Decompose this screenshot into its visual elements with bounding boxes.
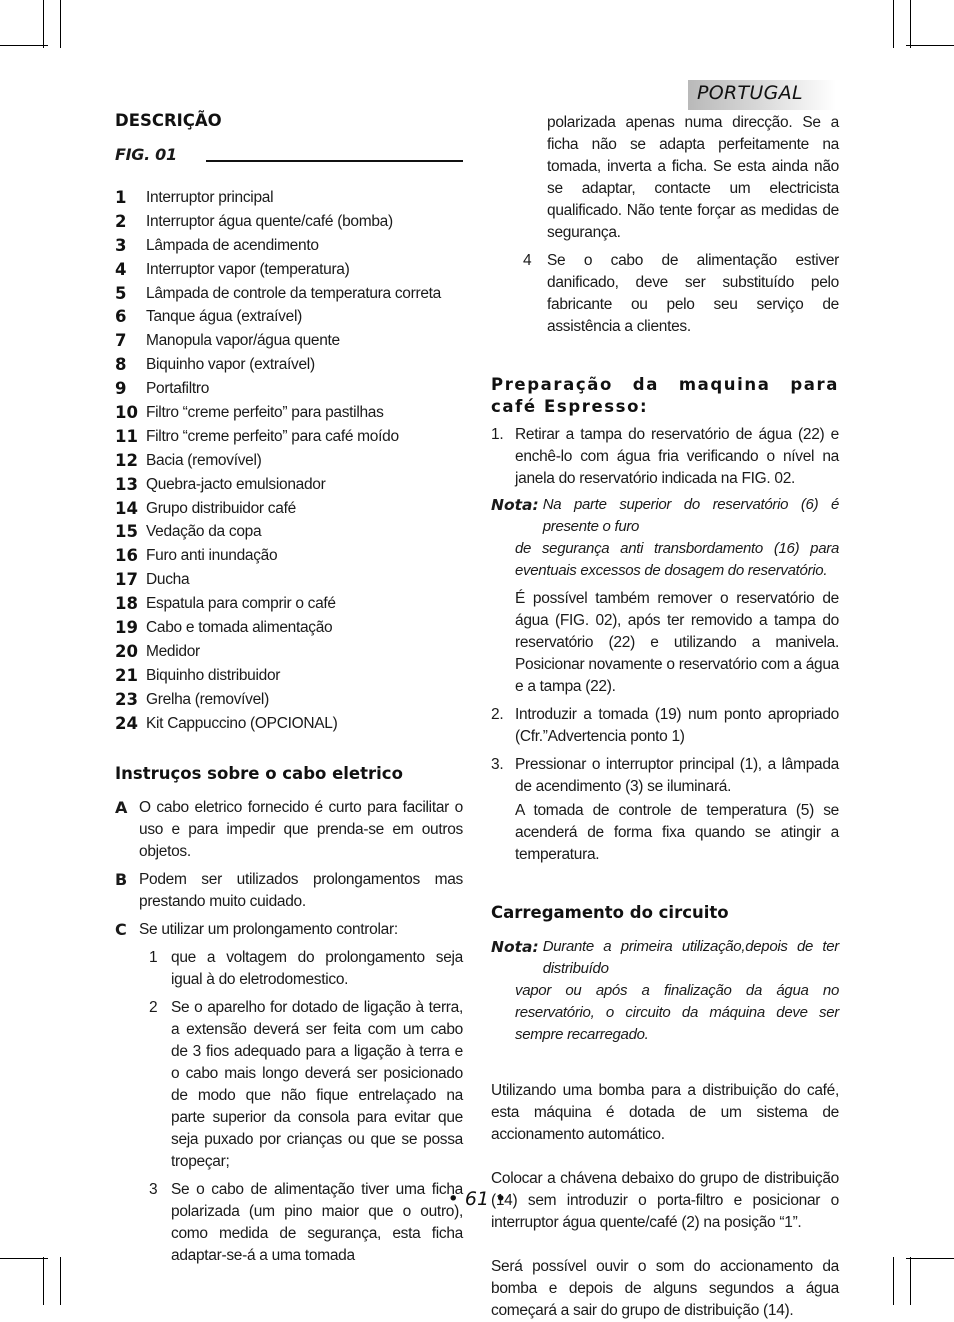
part-label: Biquinho distribuidor (146, 666, 281, 684)
part-item (115, 353, 463, 377)
list-item (491, 424, 839, 490)
part-number: 13 (115, 474, 138, 494)
left-column (115, 110, 463, 1273)
figure-label: FIG. 01 (115, 145, 177, 164)
note-text-continued: vapor ou após a finalização da água no reservatório, o circuito da máquina deve ser sempre recarregado. (515, 982, 839, 1043)
list-item (115, 869, 463, 913)
part-number: 17 (115, 570, 138, 590)
part-number: 16 (115, 546, 138, 566)
item-number: 3 (149, 1181, 158, 1199)
part-label: Tanque água (extraível) (146, 308, 302, 326)
part-number: 19 (115, 617, 138, 637)
list-item (115, 919, 463, 941)
item-text: Introduzir a tomada (19) num ponto apropriado (Cfr.”Advertencia ponto 1) (515, 706, 839, 745)
part-item (115, 401, 463, 425)
crop-mark (0, 45, 48, 46)
part-number: 1 (115, 187, 127, 207)
item-text: Pressionar o interruptor principal (1), a lâmpada de acendimento (3) se iluminará. (515, 756, 839, 795)
part-number: 12 (115, 450, 138, 470)
part-label: Manopula vapor/água quente (146, 332, 340, 350)
part-number: 4 (115, 259, 127, 279)
part-label: Ducha (146, 571, 190, 589)
crop-mark (60, 1257, 61, 1305)
page-number: • 61 • (447, 1188, 507, 1210)
part-number: 5 (115, 283, 127, 303)
item-text: Podem ser utilizados prolongamentos mas prestando muito cuidado. (139, 871, 463, 911)
part-number: 20 (115, 641, 138, 661)
country-label: PORTUGAL (697, 82, 803, 104)
part-item (115, 305, 463, 329)
paragraph: Será possível ouvir o som do accionamento da bomba e depois de alguns segundos a água começará a sair do grupo de distribuição (14). (491, 1258, 839, 1319)
note (491, 494, 839, 538)
note-text: Na parte superior do reservatório (6) é presente o furo (542, 496, 839, 535)
crop-mark (910, 0, 911, 48)
part-item (115, 234, 463, 258)
part-number: 15 (115, 522, 138, 542)
part-item (115, 377, 463, 401)
note-label: Nota: (491, 938, 539, 956)
part-item (115, 210, 463, 234)
part-number: 8 (115, 355, 127, 375)
part-item (115, 688, 463, 712)
part-number: 7 (115, 331, 127, 351)
extension-checklist (148, 947, 463, 1267)
list-item (523, 250, 839, 338)
part-number: 14 (115, 498, 138, 518)
part-label: Interruptor água quente/café (bomba) (146, 212, 393, 230)
part-label: Portafiltro (146, 380, 210, 398)
part-label: Grelha (removível) (146, 690, 269, 708)
note-text-continued: de segurança anti transbordamento (16) para eventuais excessos de dosagem do reservatório. (515, 540, 839, 579)
item-text: Se o aparelho for dotado de ligação à terra, a extensão deverá ser feita com um cabo de 3 fios adequado para a ligação à terra e o cabo mais longo deverá ser posicionado de modo que não fique entrelaçado na parte superior da consola para evitar que seja puxado por crianças ou que se possa tropeçar; (171, 999, 463, 1171)
circuit-heading: Carregamento do circuito (491, 903, 729, 922)
part-item (115, 186, 463, 210)
figure-rule (206, 160, 463, 162)
part-label: Vedação da copa (146, 523, 262, 541)
item-text: Se o cabo de alimentação tiver uma ficha polarizada (um pino maior que o outro), como medida de segurança, esta ficha adaptar-se-á a uma tomada (171, 1181, 463, 1265)
item-text: Retirar a tampa do reservatório de água (22) e enchê-lo com água fria verificando o nível na janela do reservatório indicada na FIG. 02. (515, 426, 839, 487)
part-label: Lâmpada de acendimento (146, 236, 319, 254)
part-label: Grupo distribuidor café (146, 499, 296, 517)
crop-mark (43, 1257, 44, 1305)
cable-heading: Instruços sobre o cabo eletrico (115, 764, 403, 784)
continued-text: polarizada apenas numa direcção. Se a ficha não se adapta perfeitamente na tomada, inverta a ficha. Se esta ainda não se adaptar, contacte um electricista qualificado. Não tente forçar as medidas de segurança. (547, 114, 839, 241)
part-number: 6 (115, 307, 127, 327)
part-item (115, 425, 463, 449)
part-number: 2 (115, 211, 127, 231)
cable-instructions (115, 797, 463, 941)
crop-mark (43, 0, 44, 48)
list-item (148, 947, 463, 991)
crop-mark (0, 1258, 48, 1259)
part-number: 21 (115, 665, 138, 685)
part-item (115, 568, 463, 592)
part-label: Lâmpada de controle da temperatura correta (146, 284, 442, 302)
crop-mark (910, 1257, 911, 1305)
note (491, 936, 839, 980)
item-letter: B (115, 870, 128, 890)
crop-mark (893, 0, 894, 48)
crop-mark (906, 45, 954, 46)
item-letter: C (115, 920, 127, 940)
part-item (115, 258, 463, 282)
crop-mark (60, 0, 61, 48)
part-item (115, 520, 463, 544)
right-column (491, 112, 839, 1322)
list-item (491, 704, 839, 748)
preparation-steps (491, 704, 839, 798)
item-letter: A (115, 798, 128, 818)
item-number: 2 (149, 999, 158, 1017)
note-label: Nota: (491, 496, 539, 514)
part-number: 10 (115, 402, 138, 422)
part-label: Kit Cappuccino (OPCIONAL) (146, 714, 338, 732)
list-item (148, 997, 463, 1173)
part-label: Filtro “creme perfeito” para café moído (146, 427, 399, 445)
part-label: Medidor (146, 642, 200, 660)
part-number: 9 (115, 379, 127, 399)
part-label: Filtro “creme perfeito” para pastilhas (146, 403, 384, 421)
part-number: 23 (115, 689, 138, 709)
part-label: Quebra-jacto emulsionador (146, 475, 326, 493)
part-label: Biquinho vapor (extraível) (146, 356, 315, 374)
list-item (115, 797, 463, 863)
item-text: que a voltagem do prolongamento seja igual à do eletrodomestico. (171, 949, 463, 989)
part-item (115, 497, 463, 521)
part-number: 3 (115, 235, 127, 255)
crop-mark (906, 1258, 954, 1259)
item-number: 1. (491, 426, 504, 443)
part-label: Interruptor principal (146, 188, 274, 206)
part-number: 11 (115, 426, 138, 446)
paragraph: Colocar a chávena debaixo do grupo de distribuição (14) sem introduzir o porta-filtro e posicionar o interruptor água quente/café (2) na posição “1”. (491, 1170, 839, 1231)
item-number: 4 (523, 252, 532, 269)
part-label: Furo anti inundação (146, 547, 278, 565)
paragraph: Utilizando uma bomba para a distribuição do café, esta máquina é dotada de um sistema de accionamento automático. (491, 1082, 839, 1143)
figure-caption-row (115, 144, 463, 174)
part-label: Interruptor vapor (temperatura) (146, 260, 350, 278)
part-label: Bacia (removível) (146, 451, 262, 469)
part-item (115, 664, 463, 688)
preparation-heading: Preparação da maquina para café Espresso: (491, 375, 839, 416)
part-item (115, 473, 463, 497)
part-item (115, 329, 463, 353)
section-title: DESCRIÇÃO (115, 111, 222, 130)
item-number: 2. (491, 706, 504, 723)
step-detail: É possível também remover o reservatório de água (FIG. 02), após ter removido a tampa do reservatório (22) e utilizando a manivela. Posicionar novamente o reservatório com a água e a tampa (22). (515, 590, 839, 695)
part-label: Cabo e tomada alimentação (146, 618, 333, 636)
item-text: O cabo eletrico fornecido é curto para facilitar o uso e para impedir que prenda-se em outros objetos. (139, 799, 463, 861)
part-label: Espatula para comprir o café (146, 595, 336, 613)
item-text: Se utilizar um prolongamento controlar: (139, 921, 398, 939)
part-item (115, 449, 463, 473)
item-number: 3. (491, 756, 504, 773)
part-item (115, 712, 463, 736)
preparation-steps (491, 424, 839, 490)
part-number: 24 (115, 713, 138, 733)
item-number: 1 (149, 949, 158, 967)
part-item (115, 282, 463, 306)
step-detail: A tomada de controle de temperatura (5) se acenderá de forma fixa quando se atingir a temperatura. (515, 802, 839, 863)
part-item (115, 544, 463, 568)
part-number: 18 (115, 594, 138, 614)
list-item (491, 754, 839, 798)
parts-list (115, 186, 463, 735)
part-item (115, 640, 463, 664)
note-text: Durante a primeira utilização,depois de ter distribuído (542, 938, 839, 977)
part-item (115, 616, 463, 640)
crop-mark (893, 1257, 894, 1305)
part-item (115, 592, 463, 616)
item-text: Se o cabo de alimentação estiver danificado, deve ser substituído pelo fabricante ou pelo seu serviço de assistência a clientes. (547, 252, 839, 335)
